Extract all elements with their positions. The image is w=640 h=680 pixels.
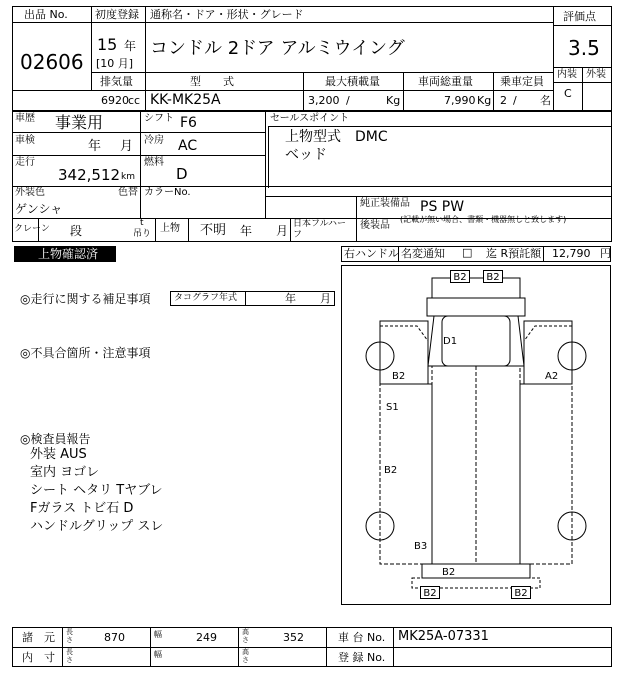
aftermarket-note: (記載が無い場合、書類・機器無しと致します) — [400, 215, 567, 224]
inspector-line-2: 室内 ヨゴレ — [30, 465, 100, 480]
sales-point-label: セールスポイント — [270, 113, 350, 124]
damage-diagram — [341, 265, 611, 605]
height-label: 高さ — [242, 628, 249, 644]
equipment: PS PW — [420, 199, 465, 215]
driving-notes-title: ◎走行に関する補足事項 — [20, 292, 151, 306]
chassis-label: 車 台 No. — [338, 631, 386, 644]
inspector-line-5: ハンドルグリップ スレ — [30, 519, 164, 534]
damage-mark-front-right: B2 — [483, 270, 503, 283]
height: 352 — [283, 631, 304, 644]
tacho-year-unit: 年 — [285, 292, 296, 305]
max-load-slash: / — [346, 94, 350, 107]
body-year-unit: 年 — [240, 224, 253, 238]
length-label: 長さ — [66, 628, 73, 644]
inspector-report-title: ◎検査員報告 — [20, 432, 91, 446]
max-load-label: 最大積載量 — [325, 75, 380, 88]
damage-mark-bumper-right: B2 — [511, 586, 531, 599]
km-unit: km — [121, 172, 135, 182]
length: 870 — [104, 631, 125, 644]
capacity: 2 — [500, 94, 507, 107]
inspection-year-unit: 年 — [88, 139, 102, 154]
first-reg-year: 15 — [97, 35, 118, 54]
crane-stage-unit: 段 — [70, 224, 83, 238]
yen-unit: 円 — [600, 247, 611, 260]
model-type: KK-MK25A — [150, 92, 221, 108]
damage-mark-right-cab: A2 — [545, 371, 559, 382]
crane-label: クレーン — [14, 224, 50, 234]
inspector-line-1: 外装 AUS — [30, 447, 87, 462]
max-load-unit: Kg — [386, 94, 401, 107]
in-height-label: 高さ — [242, 648, 249, 664]
mileage: 342,512 — [58, 166, 121, 184]
type-label: 型 式 — [190, 75, 234, 88]
gross-weight-unit: Kg — [477, 94, 492, 107]
width: 249 — [196, 631, 217, 644]
capacity-slash: / — [513, 94, 517, 107]
first-reg-month: [10 月] — [96, 57, 134, 70]
shift: F6 — [180, 115, 197, 131]
displacement: 6920 — [101, 94, 129, 107]
right-handle: 右ハンドル — [344, 247, 399, 260]
interior-dims-label: 内 寸 — [22, 651, 55, 664]
color: ゲンシャ — [15, 202, 63, 216]
gross-weight: 7,990 — [444, 94, 476, 107]
history: 事業用 — [55, 113, 104, 132]
capacity-unit: 名 — [540, 94, 551, 107]
exterior-label: 外装 — [586, 69, 606, 80]
crane-hang-label: 吊り — [133, 229, 152, 239]
defects-title: ◎不具合箇所・注意事項 — [20, 346, 151, 360]
sales-point-1: 上物型式 DMC — [285, 129, 388, 145]
damage-mark-windshield: D1 — [443, 336, 458, 347]
body-label: 上物 — [160, 223, 180, 234]
ac: AC — [178, 138, 198, 154]
shift-label: シフト — [144, 113, 174, 124]
inspector-line-4: Fガラス トビ石 D — [30, 501, 134, 516]
tacho-month-unit: 月 — [320, 292, 331, 305]
width-label: 幅 — [154, 630, 162, 639]
gross-weight-label: 車両総重量 — [418, 75, 473, 88]
recycle-deposit-label: 迄 R預託額 — [486, 247, 542, 260]
in-length-label: 長さ — [66, 648, 73, 664]
interior-label: 内装 — [557, 69, 577, 80]
fuel: D — [176, 165, 188, 183]
mileage-label: 走行 — [15, 157, 35, 168]
cc-unit: cc — [128, 94, 141, 107]
score: 3.5 — [568, 36, 600, 60]
color-code-label: カラーNo. — [144, 187, 191, 198]
damage-mark-left-rear-side: B2 — [384, 465, 398, 476]
equipment-label: 純正装備品 — [360, 198, 410, 209]
sales-point-2: ベッド — [285, 147, 327, 163]
damage-mark-left-side: S1 — [386, 402, 399, 413]
body-month-unit: 月 — [276, 224, 289, 238]
model-header-label: 通称名・ドア・形状・グレード — [150, 8, 304, 21]
inspector-line-3: シート ヘタリ Tヤブレ — [30, 483, 163, 498]
tachograph-label: タコグラフ年式 — [174, 293, 238, 303]
color-label: 外装色 — [15, 187, 45, 198]
damage-mark-bumper-left: B2 — [420, 586, 440, 599]
crane-t-unit: t — [140, 218, 144, 228]
fuel-label: 燃料 — [144, 157, 164, 168]
interior-grade: C — [564, 87, 572, 100]
name-change-checkbox: □ — [462, 246, 473, 259]
first-reg-label: 初度登録 — [95, 8, 139, 21]
aftermarket-label: 後装品 — [360, 220, 390, 231]
lot-no: 02606 — [20, 50, 84, 74]
ac-label: 冷房 — [144, 135, 164, 146]
year-unit: 年 — [124, 39, 137, 53]
color-change-label: 色替 — [118, 187, 138, 198]
in-width-label: 幅 — [154, 650, 162, 659]
dims-label: 諸 元 — [22, 631, 55, 644]
body-maker-label: 日本フルハーフ — [293, 219, 347, 240]
history-label: 車歴 — [15, 113, 35, 124]
inspection-label: 車検 — [15, 135, 35, 146]
body-checked-title: 上物確認済 — [38, 247, 99, 261]
capacity-label: 乗車定員 — [500, 75, 544, 88]
inspection-month-unit: 月 — [120, 139, 134, 154]
chassis-number: MK25A-07331 — [398, 629, 489, 644]
damage-mark-rear: B2 — [442, 567, 456, 578]
score-label: 評価点 — [563, 10, 596, 23]
reg-label: 登 録 No. — [338, 651, 386, 664]
recycle-deposit: 12,790 — [552, 247, 591, 260]
body-unknown: 不明 — [200, 223, 227, 238]
damage-mark-left-cab: B2 — [392, 371, 406, 382]
displacement-label: 排気量 — [100, 75, 133, 88]
name-change-label: 名変通知 — [401, 247, 445, 260]
damage-mark-rear-left: B3 — [414, 541, 428, 552]
lot-no-label: 出品 No. — [24, 8, 68, 21]
model-name: コンドル 2ドア アルミウイング — [150, 38, 405, 59]
truck-outline — [342, 266, 610, 604]
max-load: 3,200 — [308, 94, 340, 107]
damage-mark-front-left: B2 — [450, 270, 470, 283]
